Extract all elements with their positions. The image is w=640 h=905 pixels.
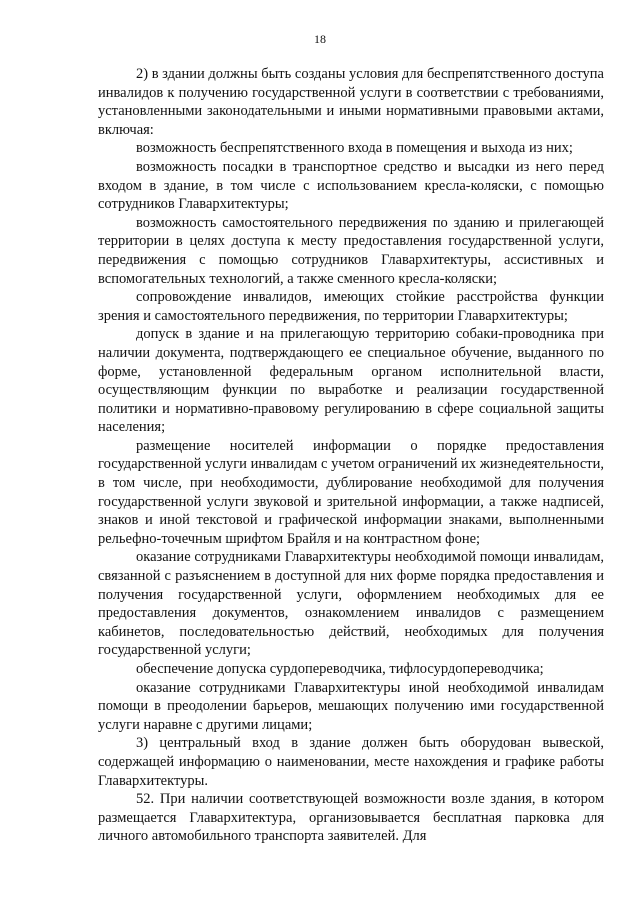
paragraph-parking: 52. При наличии соответствующей возможности возле здания, в котором размещается Главархитектура, организовывается бесплатная парковка для личного автомобильного транспорта заявителей. Для	[98, 791, 604, 845]
paragraph-information-carriers: размещение носителей информации о порядке предоставления государственной услуги инвалидам с учетом ограничений их жизнедеятельности, в том числе, при необходимости, дублирование необходимой для получения государственной услуги звуковой и зрительной информации, а также надписей, знаков и иной текстовой и графической информации знаками, выполненными рельефно-точечным шрифтом Брайля и на контрастном фоне;	[98, 437, 604, 547]
page-number: 18	[314, 32, 326, 46]
paragraph-escort: сопровождение инвалидов, имеющих стойкие расстройства функции зрения и самостоятельного передвижения, по территории Главархитектуры;	[98, 289, 604, 324]
paragraph-staff-assistance: оказание сотрудниками Главархитектуры необходимой помощи инвалидам, связанной с разъяснением в доступной для них форме порядка предоставления и получения государственной услуги, оформлением необходимых для ее предоставления документов, ознакомлением инвалидов с размещением кабинетов, последовательностью действий, необходимых для получения государственной услуги;	[98, 549, 604, 659]
paragraph-accessibility-conditions: 2) в здании должны быть созданы условия для беспрепятственного доступа инвалидов к получению государственной услуги в соответствии с требованиями, установленными законодательными и иными нормативными правовыми актами, включая:	[98, 66, 604, 138]
paragraph-vehicle-boarding: возможность посадки в транспортное средство и высадки из него перед входом в здание, в том числе с использованием кресла-коляски, с помощью сотрудников Главархитектуры;	[98, 158, 604, 213]
paragraph-other-assistance: оказание сотрудниками Главархитектуры иной необходимой инвалидам помощи в преодолении барьеров, мешающих получению ими государственной услуги наравне с другими лицами;	[98, 679, 604, 733]
paragraph-entrance-exit: возможность беспрепятственного входа в помещения и выхода из них;	[136, 140, 573, 157]
paragraph-guide-dog: допуск в здание и на прилегающую территорию собаки-проводника при наличии документа, подтверждающего ее специальное обучение, выданного по форме, установленной федеральным органом исполнительной власти, осуществляющим функции по выработке и реализации государственной политики и нормативно-правовому регулированию в сфере социальной защиты населения;	[98, 326, 604, 436]
paragraph-independent-movement: возможность самостоятельного передвижения по зданию и прилегающей территории в целях доступа к месту предоставления государственной услуги, передвижения с помощью сотрудников Главархитектуры, ассистивных и вспомогательных технологий, а также сменного кресла-коляски;	[98, 214, 604, 287]
document-body	[98, 65, 604, 846]
paragraph-entrance-sign: 3) центральный вход в здание должен быть оборудован вывеской, содержащей информацию о наименовании, месте нахождения и графике работы Главархитектуры.	[98, 735, 604, 789]
paragraph-sign-interpreter: обеспечение допуска сурдопереводчика, тифлосурдопереводчика;	[136, 661, 544, 677]
